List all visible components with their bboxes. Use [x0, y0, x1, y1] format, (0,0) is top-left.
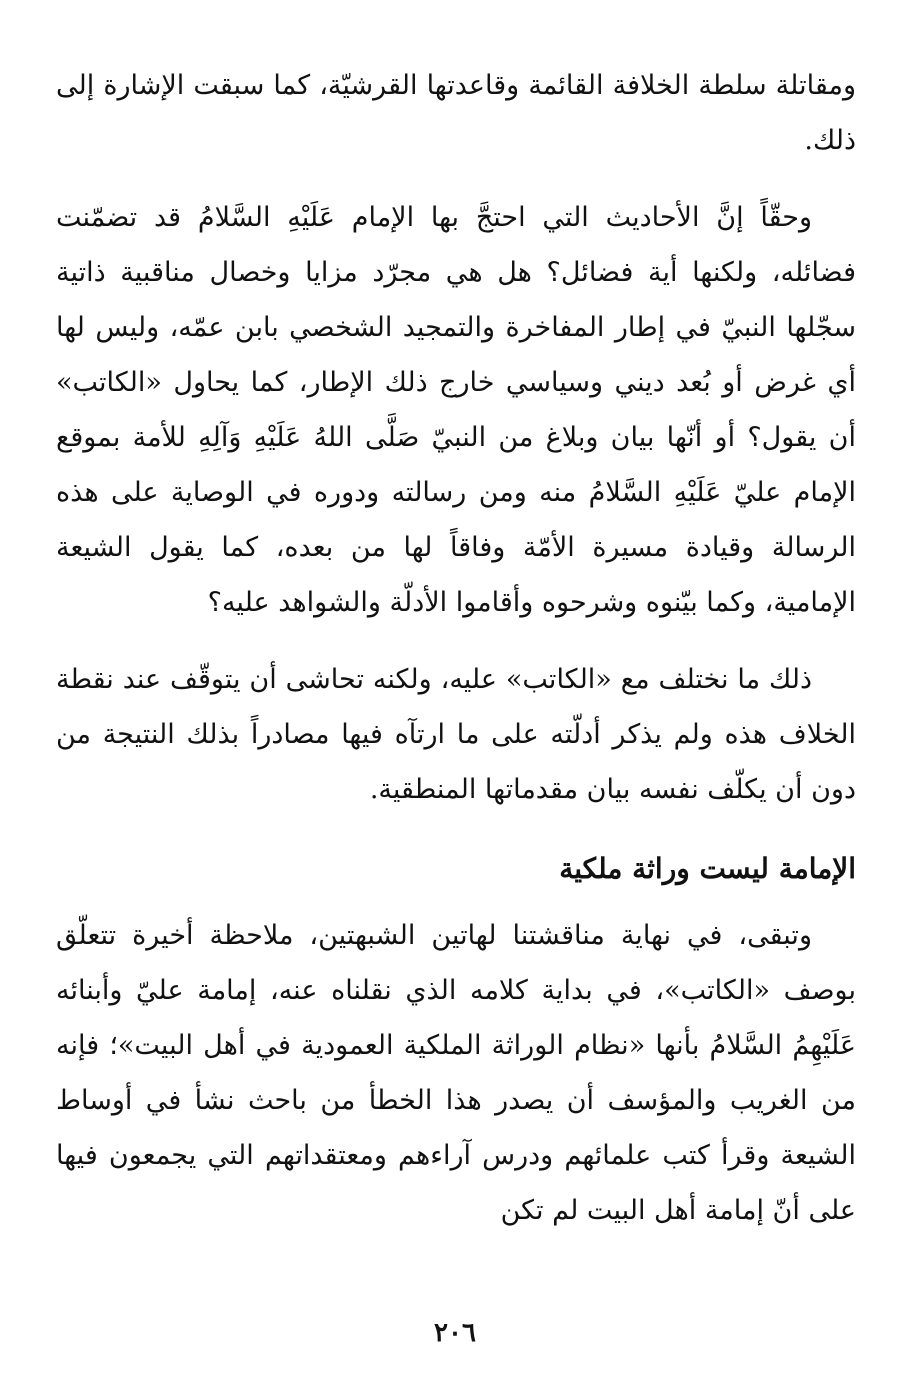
- paragraph-hadith-virtues: وحقّاً إنَّ الأحاديث التي احتجَّ بها الإمام عَلَيْهِ السَّلامُ قد تضمّنت فضائله، ولكنها أية فضائل؟ هل هي مجرّد مزايا وخصال مناقبية ذاتية سجّلها النبيّ في إطار المفاخرة والتمجيد الشخصي بابن عمّه، وليس لها أي غرض أو بُعد ديني وسياسي خارج ذلك الإطار، كما يحاول «الكاتب» أن يقول؟ أو أنّها بيان وبلاغ من النبيّ صَلَّى اللهُ عَلَيْهِ وَآلِهِ للأمة بموقع الإمام عليّ عَلَيْهِ السَّلامُ منه ومن رسالته ودوره في الوصاية على هذه الرسالة وقيادة مسيرة الأمّة وفاقاً لها من بعده، كما يقول الشيعة الإمامية، وكما بيّنوه وشرحوه وأقاموا الأدلّة والشواهد عليه؟: [56, 202, 856, 618]
- page-body: [56, 58, 856, 1238]
- paragraph-continuation: ومقاتلة سلطة الخلافة القائمة وقاعدتها القرشيّة، كما سبقت الإشارة إلى ذلك.: [56, 70, 856, 156]
- paragraph-disagreement: ذلك ما نختلف مع «الكاتب» عليه، ولكنه تحاشى أن يتوقّف عند نقطة الخلاف هذه ولم يذكر أدلّته على ما ارتآه فيها مصادراً بذلك النتيجة من دون أن يكلّف نفسه بيان مقدماتها المنطقية.: [56, 664, 856, 805]
- section-heading: الإمامة ليست وراثة ملكية: [559, 852, 856, 885]
- paragraph-final-remark: وتبقى، في نهاية مناقشتنا لهاتين الشبهتين، ملاحظة أخيرة تتعلّق بوصف «الكاتب»، في بداية كلامه الذي نقلناه عنه، إمامة عليّ وأبنائه عَلَيْهِمُ السَّلامُ بأنها «نظام الوراثة الملكية العمودية في أهل البيت»؛ فإنه من الغريب والمؤسف أن يصدر هذا الخطأ من باحث نشأ في أوساط الشيعة وقرأ كتب علمائهم ودرس آراءهم ومعتقداتهم التي يجمعون فيها على أنّ إمامة أهل البيت لم تكن: [56, 920, 856, 1226]
- page-number: ٢٠٦: [434, 1318, 476, 1348]
